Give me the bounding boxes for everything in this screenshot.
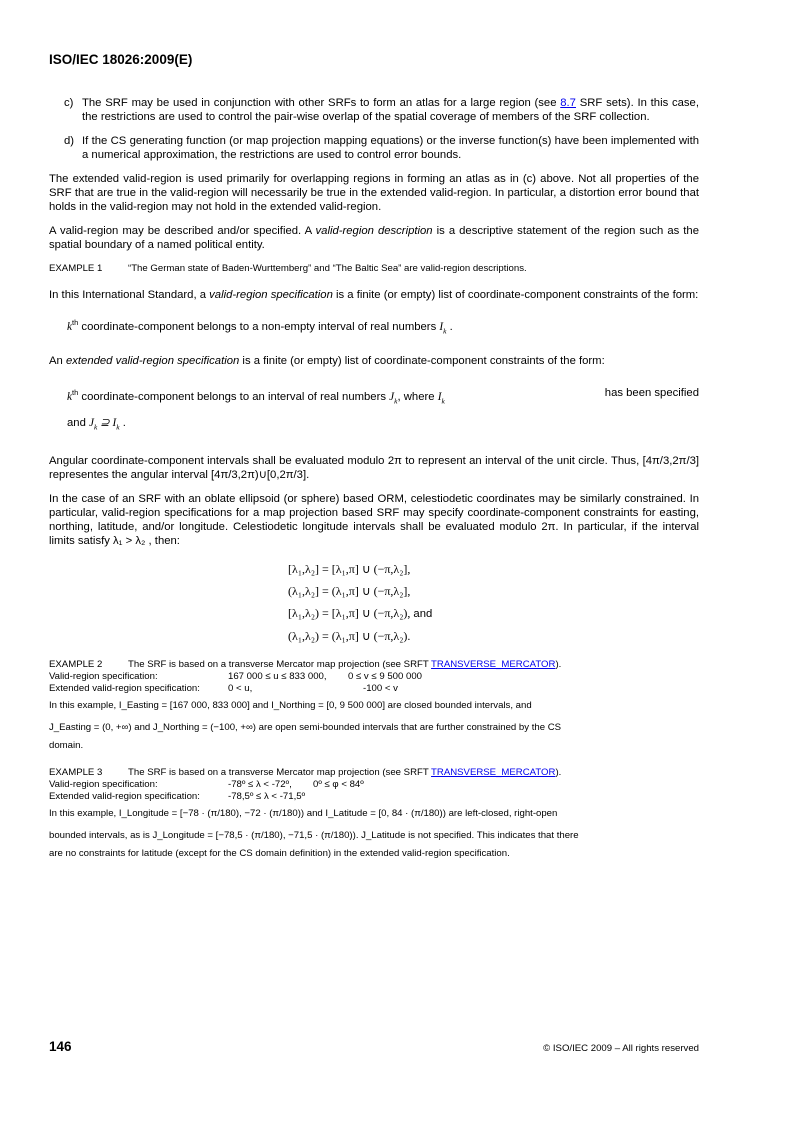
example-3-row1-label: Valid-region specification: bbox=[49, 779, 158, 791]
example-2-row2-label: Extended valid-region specification: bbox=[49, 683, 200, 695]
paragraph-celestiodetic: In the case of an SRF with an oblate ellipsoid (or sphere) based ORM, celestiodetic coordinates may be similarly constrained. In particular, valid-region specifications for a map projection based SRF may specify coordinate-component constraints for easting, northing, latitude, and/or longitude. Celestiodetic longitude intervals shall be evaluated modulo 2π. In particular, if the interval limits satisfy λ₁ > λ₂ , then: bbox=[49, 493, 699, 548]
term-valid-region-specification: valid-region specification bbox=[209, 289, 333, 301]
term-extended-valid-region-specification: extended valid-region specification bbox=[65, 355, 240, 368]
document-header: ISO/IEC 18026:2009(E) bbox=[49, 52, 193, 67]
para2-text-a: A valid-region may be described and/or specified. A bbox=[49, 225, 316, 237]
document-body bbox=[49, 96, 699, 875]
list-text-c-part1: The SRF may be used in conjunction with other SRFs to form an atlas for a large region (see bbox=[82, 97, 561, 109]
para3-text-b: is a finite (or empty) list of coordinate-component constraints of the form: bbox=[332, 289, 699, 301]
longitude-interval-equations bbox=[288, 558, 699, 647]
example-3-row1-b: 0º ≤ φ < 84º bbox=[313, 779, 364, 791]
indent-constraint-2: $k^{th}$ coordinate-component belongs to an interval of real numbers $J_k$, where $I_k$ has been specified and $J_k$ ⊇ $I_k$ . bbox=[49, 382, 699, 438]
para4-text-a: An bbox=[49, 355, 66, 368]
example-3-label: EXAMPLE 3 bbox=[49, 767, 103, 779]
interval-I-k-2: $I_k$ bbox=[437, 390, 445, 406]
example-2-row1-a: 167 000 ≤ u ≤ 833 000, bbox=[228, 671, 327, 683]
example-2-row2-b: -100 < v bbox=[363, 683, 398, 695]
example-3-row1-a: -78º ≤ λ < -72º, bbox=[228, 779, 292, 791]
example-2-row1-label: Valid-region specification: bbox=[49, 671, 158, 683]
equation-4: (λ₁,λ₂) = (λ₁,π] ∪ (−π,λ₂). bbox=[288, 629, 411, 644]
example-3-line2: bounded intervals, as is J_Longitude = [−78,5 · (π/180), −71,5 · (π/180)). J_Latitude is not specified. This indicates that there bbox=[49, 830, 579, 842]
indent-2-text-a: coordinate-component belongs to an interval of real numbers bbox=[81, 390, 386, 403]
para4-text-b: is a finite (or empty) list of coordinate-component constraints of the form: bbox=[239, 355, 605, 368]
interval-I-k: $I_k$ bbox=[439, 320, 447, 336]
clause-8-7-link[interactable]: 8.7 bbox=[560, 97, 576, 109]
example-1 bbox=[49, 262, 699, 276]
example-2-row1-b: 0 ≤ v ≤ 9 500 000 bbox=[348, 671, 423, 683]
indent-1-text: coordinate-component belongs to a non-empty interval of real numbers bbox=[81, 320, 437, 333]
paragraph-valid-region-description bbox=[49, 224, 699, 252]
example-2-text-b: ). bbox=[555, 659, 562, 671]
transverse-mercator-link[interactable]: TRANSVERSE_MERCATOR bbox=[431, 659, 556, 671]
para2-text-b: is a descriptive statement of the region such as the spatial boundary of a named political entity. bbox=[49, 225, 699, 251]
equation-2: (λ₁,λ₂] = (λ₁,π] ∪ (−π,λ₂], bbox=[288, 584, 411, 599]
example-2-row2-a: 0 < u, bbox=[228, 683, 253, 695]
page-number: 146 bbox=[49, 1039, 72, 1054]
paragraph-angular-intervals: Angular coordinate-component intervals shall be evaluated modulo 2π to represent an interval of the unit circle. Thus, [4π/3,2π/3] representes the angular interval [4π/3,2π)∪[0,2π/3]. bbox=[49, 455, 699, 482]
paragraph-valid-region-specification bbox=[49, 288, 699, 302]
indent-2-text-d: and bbox=[67, 417, 86, 430]
equation-and: and bbox=[413, 608, 433, 621]
example-2-label: EXAMPLE 2 bbox=[49, 659, 103, 671]
indent-2-text-b: , where bbox=[397, 390, 435, 403]
list-item-d bbox=[49, 134, 699, 162]
equation-3: [λ₁,λ₂) = [λ₁,π] ∪ (−π,λ₂), bbox=[288, 606, 411, 621]
k-th-symbol-2: k bbox=[67, 390, 73, 403]
example-1-label: EXAMPLE 1 bbox=[49, 263, 103, 274]
example-1-text: “The German state of Baden-Wurttemberg” and “The Baltic Sea” are valid-region descriptions. bbox=[128, 263, 527, 274]
list-label-d: d) bbox=[64, 135, 75, 147]
paragraph-extended-specification bbox=[49, 354, 699, 368]
example-2-line1: In this example, I_Easting = [167 000, 833 000] and I_Northing = [0, 9 500 000] are closed bounded intervals, and bbox=[49, 700, 532, 712]
list-text-c-part2: SRF sets). In this case, the restrictions are used to control the pair-wise overlap of the spatial coverage of members of the SRF collection. bbox=[82, 97, 699, 123]
interval-J-k: $J_k$ bbox=[389, 390, 398, 406]
example-3-line3: are no constraints for latitude (except for the CS domain definition) in the extended valid-region specification. bbox=[49, 848, 510, 860]
indent-2-text-c: has been specified bbox=[604, 387, 699, 400]
example-3-text-a: The SRF is based on a transverse Mercator map projection (see SRFT bbox=[128, 767, 432, 779]
example-2-line2: J_Easting = (0, +∞) and J_Northing = (−100, +∞) are open semi-bounded intervals that are further constrained by the CS bbox=[49, 722, 562, 734]
transverse-mercator-link-2[interactable]: TRANSVERSE_MERCATOR bbox=[431, 767, 556, 779]
list-label-c: c) bbox=[64, 97, 74, 109]
k-th-symbol: k bbox=[67, 320, 73, 333]
superset-relation: $J_k$ ⊇ $I_k$ bbox=[89, 417, 120, 432]
example-2-text-a: The SRF is based on a transverse Mercator map projection (see SRFT bbox=[128, 659, 432, 671]
list-text-d: If the CS generating function (or map projection mapping equations) or the inverse function(s) have been implemented with a numerical approximation, the restrictions are used to control error bounds. bbox=[82, 135, 699, 161]
example-2-line3: domain. bbox=[49, 740, 84, 752]
example-2 bbox=[49, 659, 699, 753]
example-3-row2-a: -78,5º ≤ λ < -71,5º bbox=[228, 791, 306, 803]
example-3-line1: In this example, I_Longitude = [−78 · (π/180), −72 · (π/180)) and I_Latitude = [0, 84 · (π/180)) are left-closed, right-open bbox=[49, 808, 558, 820]
paragraph-extended-valid-region: The extended valid-region is used primarily for overlapping regions in forming an atlas as in (c) above. Not all properties of the SRF that are true in the valid-region will necessarily be true in the extended valid-region. In particular, a distortion error bound that holds in the valid-region may not hold in the extended valid-region. bbox=[49, 173, 699, 213]
example-3-row2-label: Extended valid-region specification: bbox=[49, 791, 200, 803]
indent-constraint-1: $k^{th}$ coordinate-component belongs to a non-empty interval of real numbers $I_k$ . bbox=[67, 318, 453, 336]
equation-1: [λ₁,λ₂] = [λ₁,π] ∪ (−π,λ₂], bbox=[288, 562, 411, 577]
copyright-notice: © ISO/IEC 2009 – All rights reserved bbox=[543, 1043, 699, 1054]
para3-text-a: In this International Standard, a bbox=[49, 289, 210, 301]
example-3 bbox=[49, 767, 699, 861]
term-valid-region-description: valid-region description bbox=[315, 225, 433, 237]
list-item-c bbox=[49, 96, 699, 124]
example-3-text-b: ). bbox=[555, 767, 562, 779]
